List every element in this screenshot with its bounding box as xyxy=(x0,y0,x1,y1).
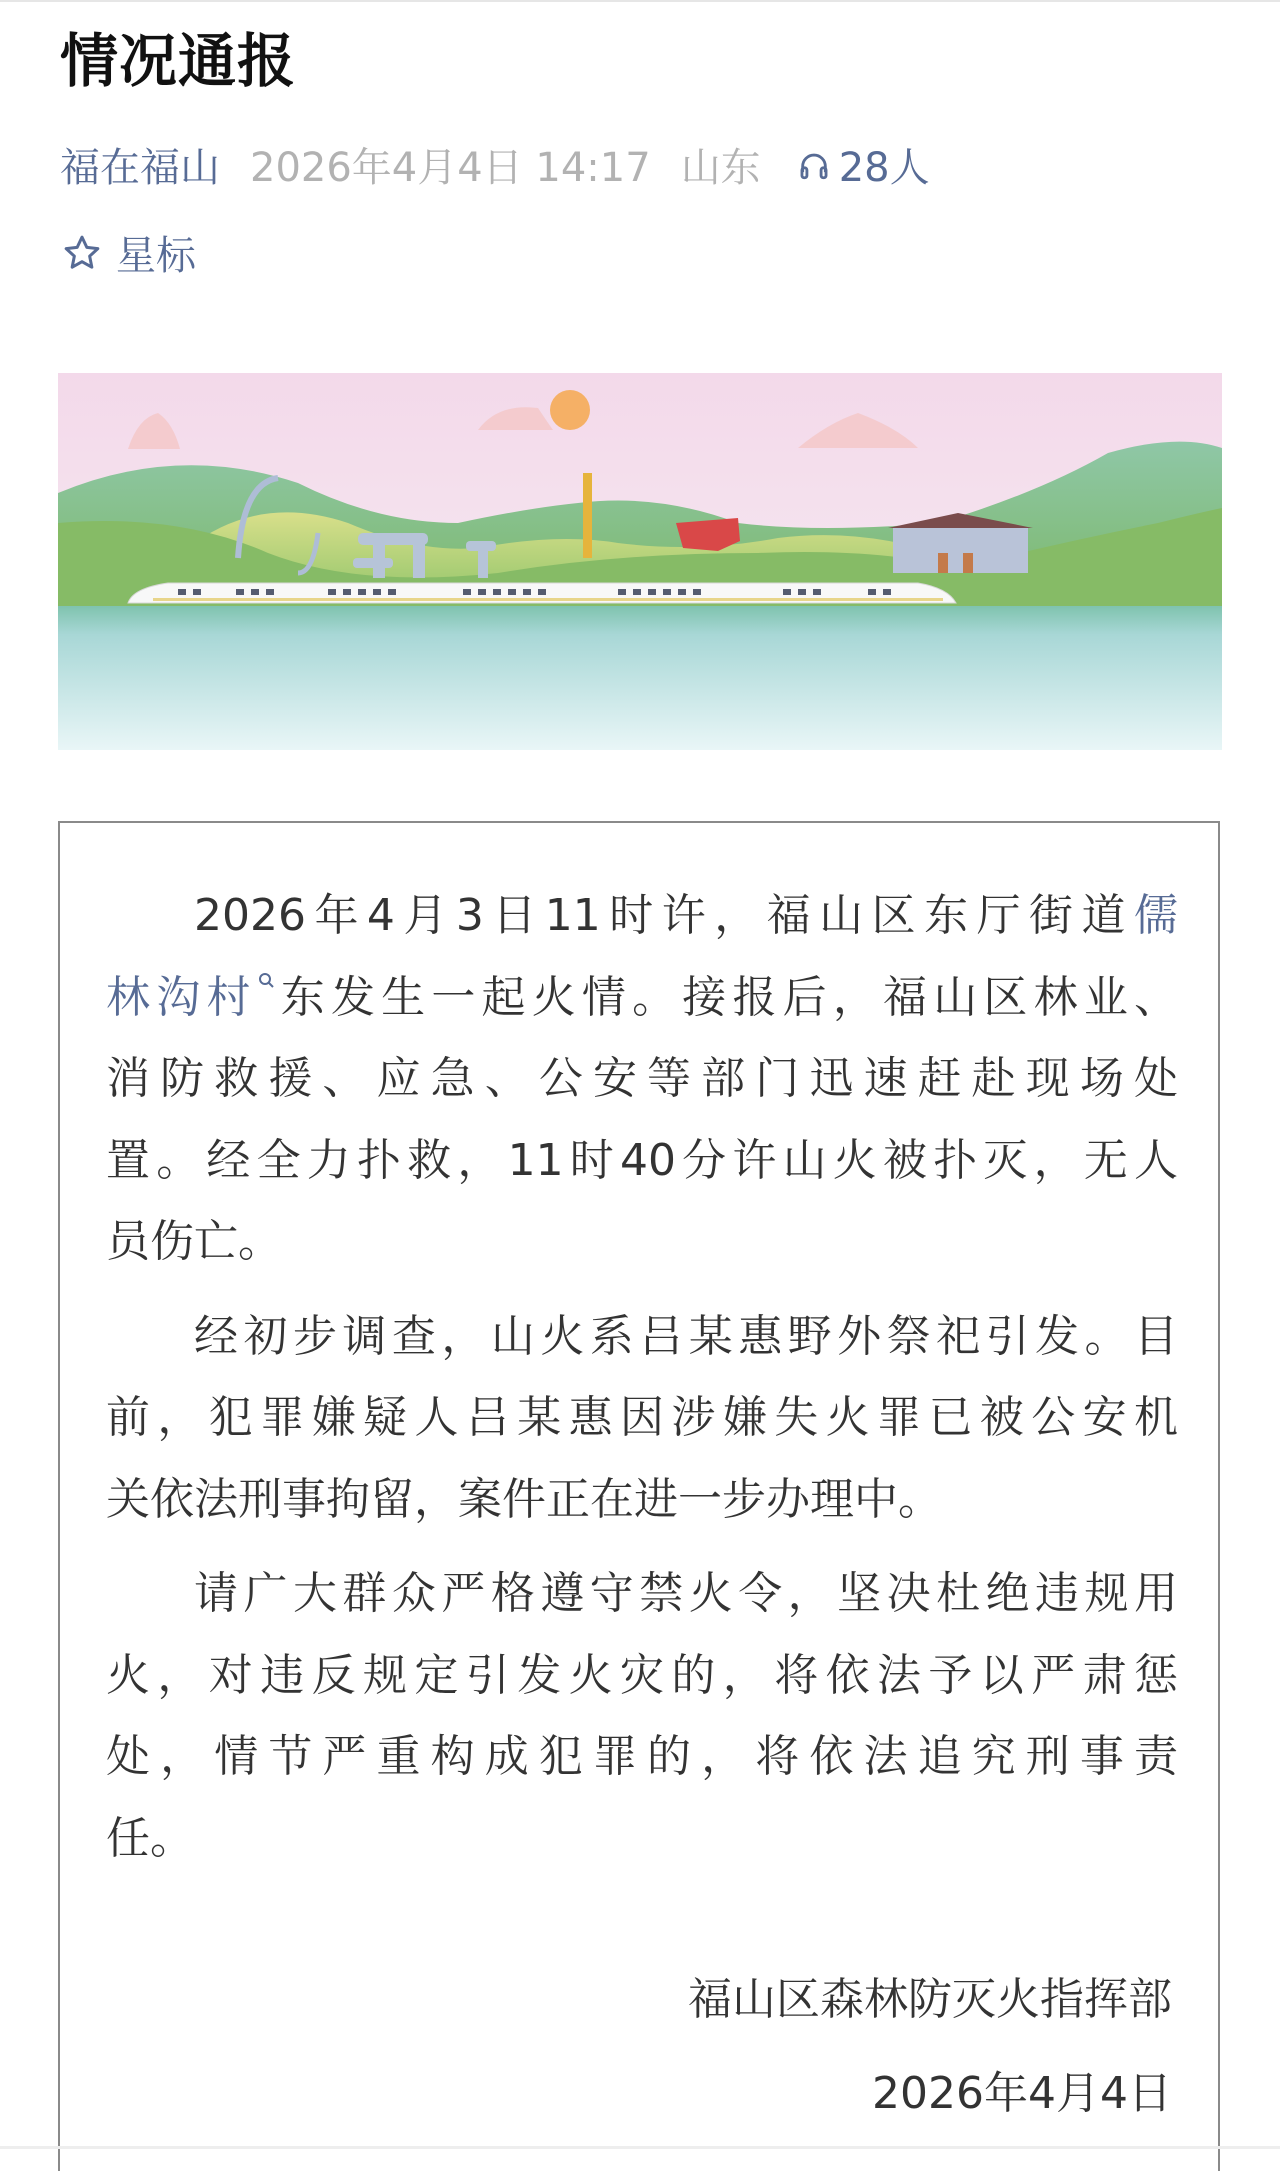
train xyxy=(128,583,956,603)
text-line: 请广大群众严格遵守禁火令，坚决杜绝违规用 xyxy=(194,1568,1178,1619)
signature: 福山区森林防灭火指挥部 xyxy=(688,1974,1172,2025)
text-segment: 东发生一起火情。接报后，福山区林业、 xyxy=(274,971,1179,1023)
text-line: 处，情节严重构成犯罪的，将依法追究刑事责 xyxy=(106,1731,1178,1782)
star-button[interactable] xyxy=(62,224,196,281)
article-meta xyxy=(60,136,930,193)
headphones-icon xyxy=(797,148,831,182)
paragraph-3 xyxy=(106,1553,1178,1879)
star-icon xyxy=(62,233,102,273)
text-line: 消防救援、应急、公安等部门迅速赶赴现场处 xyxy=(106,1053,1178,1104)
notice-box xyxy=(58,821,1220,2171)
text-line: 经初步调查，山火系吕某惠野外祭祀引发。目 xyxy=(194,1310,1178,1362)
sun xyxy=(550,390,590,430)
village-link[interactable]: 儒 xyxy=(1134,890,1178,941)
top-divider xyxy=(0,0,1280,2)
text-line: 任。 xyxy=(106,1812,194,1864)
star-label: 星标 xyxy=(116,233,196,279)
listener-count: 28人 xyxy=(838,145,930,191)
banner-illustration xyxy=(58,373,1222,750)
text-line: 火，对违反规定引发火灾的，将依法予以严肃惩 xyxy=(106,1649,1178,1701)
text-line: 前，犯罪嫌疑人吕某惠因涉嫌失火罪已被公安机 xyxy=(106,1392,1178,1443)
notice-body xyxy=(106,875,1178,1892)
publish-time: 2026年4月4日 14:17 xyxy=(250,145,651,191)
text-line: 置。经全力扑救，11时40分许山火被扑灭，无人 xyxy=(106,1134,1178,1186)
text-line: 关依法刑事拘留，案件正在进一步办理中。 xyxy=(106,1473,942,1525)
village-link[interactable]: 林沟村 xyxy=(106,971,257,1023)
text-line: 员伤亡。 xyxy=(106,1216,282,1267)
text-segment: 2026年4月3日11时许，福山区东厅街道 xyxy=(194,890,1134,941)
listen-button[interactable] xyxy=(797,136,930,193)
search-icon[interactable] xyxy=(257,971,275,993)
article-title: 情况通报 xyxy=(60,27,297,95)
account-name-link[interactable]: 福在福山 xyxy=(60,145,220,191)
bottom-divider xyxy=(0,2146,1280,2149)
publish-location: 山东 xyxy=(680,145,761,191)
paragraph-1 xyxy=(106,875,1178,1283)
paragraph-2 xyxy=(106,1296,1178,1541)
signature-date: 2026年4月4日 xyxy=(872,2068,1172,2119)
text-line xyxy=(106,875,1178,957)
text-line xyxy=(106,957,1178,1039)
